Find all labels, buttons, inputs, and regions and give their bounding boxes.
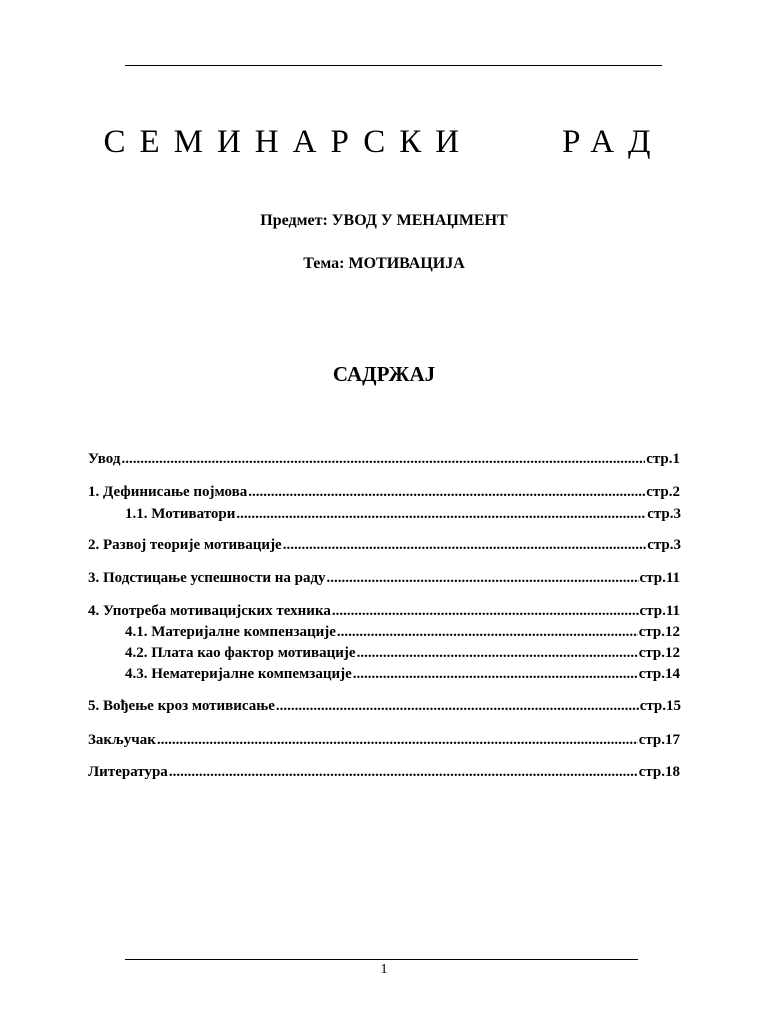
toc-leader [283, 537, 646, 554]
toc-entry-page: стр.3 [647, 506, 681, 522]
toc-entry-page: стр.18 [638, 764, 680, 780]
toc-entry-label: 2. Развој теорије мотивације [88, 537, 282, 553]
toc-leader [353, 666, 638, 683]
toc-leader [121, 451, 645, 468]
toc-leader [327, 570, 639, 587]
toc-entry-page: стр.11 [639, 570, 680, 586]
toc-entry-page: стр.17 [638, 732, 680, 748]
document-title: СЕМИНАРСКИ РАД [103, 124, 665, 160]
toc-entry-label: 4. Употреба мотивацијских техника [88, 603, 331, 619]
toc-leader [357, 645, 638, 662]
toc-entry-page: стр.2 [646, 484, 680, 500]
toc-entry-page: стр.12 [638, 624, 680, 640]
toc-entry-page: стр.15 [639, 698, 681, 714]
toc-entry-label: 4.3. Нематеријалне компемзације [125, 666, 352, 682]
toc-entry-label: 3. Подстицање успешности на раду [88, 570, 326, 586]
toc-entry [88, 537, 681, 554]
toc-entry-page: стр.1 [646, 451, 680, 467]
topic-line: Тема: МОТИВАЦИЈА [303, 255, 465, 272]
toc-entry-label: Увод [88, 451, 121, 467]
toc-entry [88, 451, 680, 468]
toc-entry [88, 484, 680, 501]
toc-entry-page: стр.3 [647, 537, 681, 553]
toc-entry [88, 698, 681, 715]
toc-entry-label: Литература [88, 764, 168, 780]
toc-entry-label: 4.1. Материјалне компензације [125, 624, 336, 640]
toc-leader [248, 484, 645, 501]
toc-entry [125, 506, 681, 523]
subject-line: Предмет: УВОД У МЕНАЏМЕНТ [260, 212, 508, 229]
toc-entry-label: 5. Вођење кроз мотивисање [88, 698, 275, 714]
toc-leader [157, 732, 638, 749]
toc-entry-page: стр.14 [638, 666, 680, 682]
toc-entry [125, 645, 680, 662]
toc-entry-label: 1.1. Мотиватори [125, 506, 236, 522]
page-number: 1 [380, 962, 388, 977]
toc-entry-label: 4.2. Плата као фактор мотивације [125, 645, 356, 661]
toc-leader [276, 698, 639, 715]
toc-entry-page: стр.11 [639, 603, 680, 619]
toc-entry-label: 1. Дефинисање појмова [88, 484, 248, 500]
footer-rule [125, 959, 638, 960]
toc-leader [337, 624, 638, 641]
toc-entry [88, 732, 680, 749]
top-rule [125, 65, 662, 66]
toc-entry [125, 624, 680, 641]
toc-entry [88, 570, 680, 587]
toc-entry-page: стр.12 [638, 645, 680, 661]
toc-heading: САДРЖАЈ [332, 362, 436, 386]
toc-leader [169, 764, 638, 781]
toc-entry [88, 603, 680, 620]
toc-entry [125, 666, 680, 683]
toc-entry-label: Закључак [88, 732, 156, 748]
toc-entry [88, 764, 680, 781]
toc-leader [332, 603, 639, 620]
toc-leader [236, 506, 646, 523]
